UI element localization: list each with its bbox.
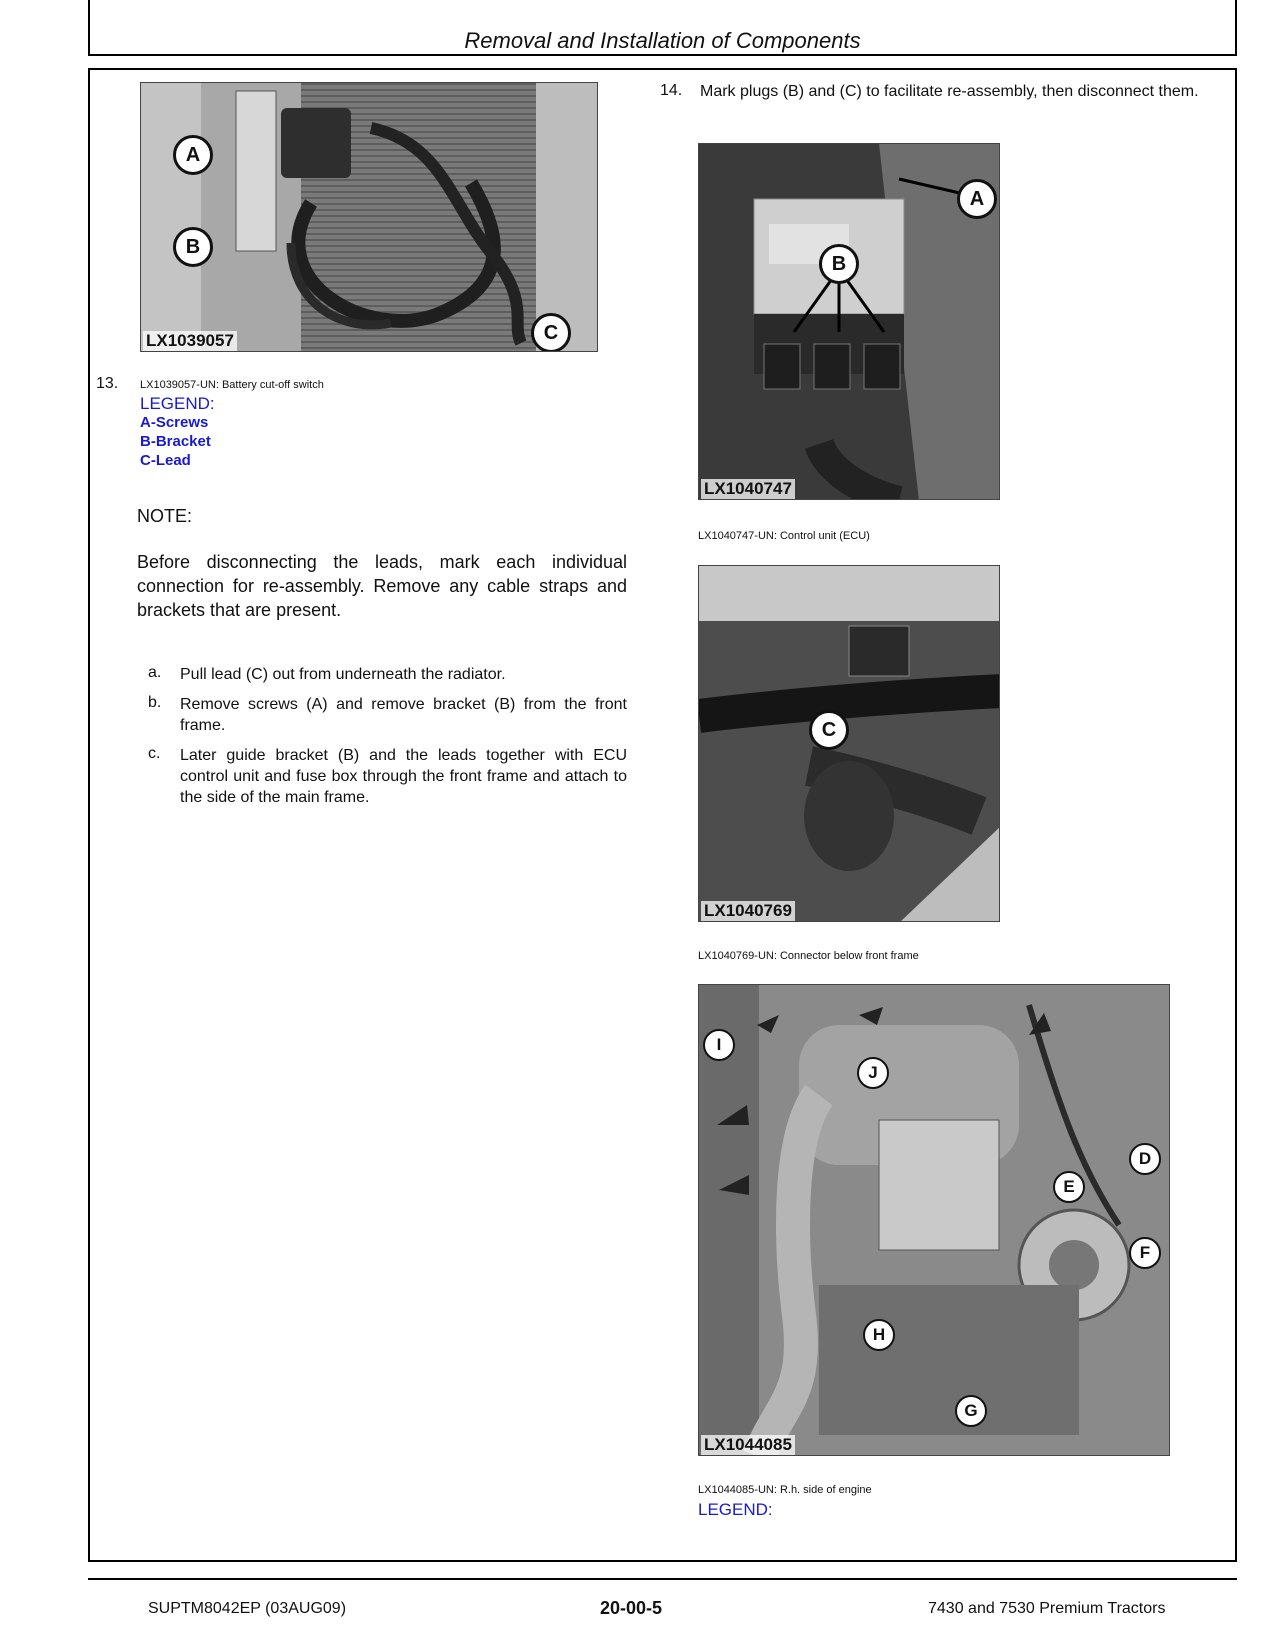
figure-caption: LX1044085-UN: R.h. side of engine — [698, 1484, 872, 1496]
substep-letter: c. — [148, 745, 161, 762]
legend-item: C-Lead — [140, 452, 191, 469]
legend-item: B-Bracket — [140, 433, 211, 450]
engine-illustration — [699, 985, 1170, 1456]
callout-h: H — [863, 1319, 895, 1351]
callout-a: A — [173, 135, 213, 175]
ecu-illustration — [699, 144, 1000, 500]
callout-b: B — [173, 227, 213, 267]
note-text: Before disconnecting the leads, mark each individual connection for re-assembly. Remove any cable straps and brackets that are present. — [137, 552, 627, 620]
battery-switch-illustration — [141, 83, 598, 352]
substep-text: Pull lead (C) out from underneath the radiator. — [180, 666, 506, 683]
figure-caption: LX1039057-UN: Battery cut-off switch — [140, 379, 324, 391]
footer-doc-code: SUPTM8042EP (03AUG09) — [148, 1600, 347, 1617]
callout-g: G — [955, 1395, 987, 1427]
legend-item: A-Screws — [140, 414, 209, 431]
legend-heading: LEGEND: — [140, 394, 215, 413]
callout-e: E — [1053, 1171, 1085, 1203]
connector-illustration — [699, 566, 1000, 922]
figure-rh-side-engine — [698, 984, 1170, 1456]
page-title: Removal and Installation of Components — [464, 28, 861, 53]
figure-control-unit-ecu — [698, 143, 1000, 500]
footer-page-number: 20-00-5 — [600, 1598, 663, 1618]
figure-battery-cutoff-switch — [140, 82, 598, 352]
callout-d: D — [1129, 1143, 1161, 1175]
figure-caption: LX1040747-UN: Control unit (ECU) — [698, 530, 870, 542]
callout-i: I — [703, 1029, 735, 1061]
step-number-13: 13. — [96, 375, 119, 392]
callout-a: A — [957, 179, 997, 219]
legend-heading: LEGEND: — [698, 1500, 773, 1519]
callout-c: C — [809, 710, 849, 750]
figure-connector-front-frame — [698, 565, 1000, 922]
step-text: Mark plugs (B) and (C) to facilitate re-assembly, then disconnect them. — [700, 83, 1199, 100]
substep-letter: b. — [148, 694, 162, 711]
callout-j: J — [857, 1057, 889, 1089]
step-number-14: 14. — [660, 82, 683, 99]
figure-id: LX1039057 — [143, 331, 237, 351]
figure-id: LX1040747 — [701, 479, 795, 499]
note-label: NOTE: — [137, 506, 193, 526]
figure-caption: LX1040769-UN: Connector below front frame — [698, 950, 919, 962]
substep-text: Remove screws (A) and remove bracket (B) from the front frame. — [180, 696, 627, 734]
callout-c: C — [531, 313, 571, 352]
footer-product: 7430 and 7530 Premium Tractors — [928, 1600, 1166, 1617]
footer-rule — [88, 1578, 1237, 1580]
figure-id: LX1040769 — [701, 901, 795, 921]
substep-text: Later guide bracket (B) and the leads together with ECU control unit and fuse box through the front frame and attach to the side of the main frame. — [180, 747, 627, 806]
substep-letter: a. — [148, 664, 162, 681]
figure-id: LX1044085 — [701, 1435, 795, 1455]
callout-b: B — [819, 244, 859, 284]
callout-f: F — [1129, 1237, 1161, 1269]
